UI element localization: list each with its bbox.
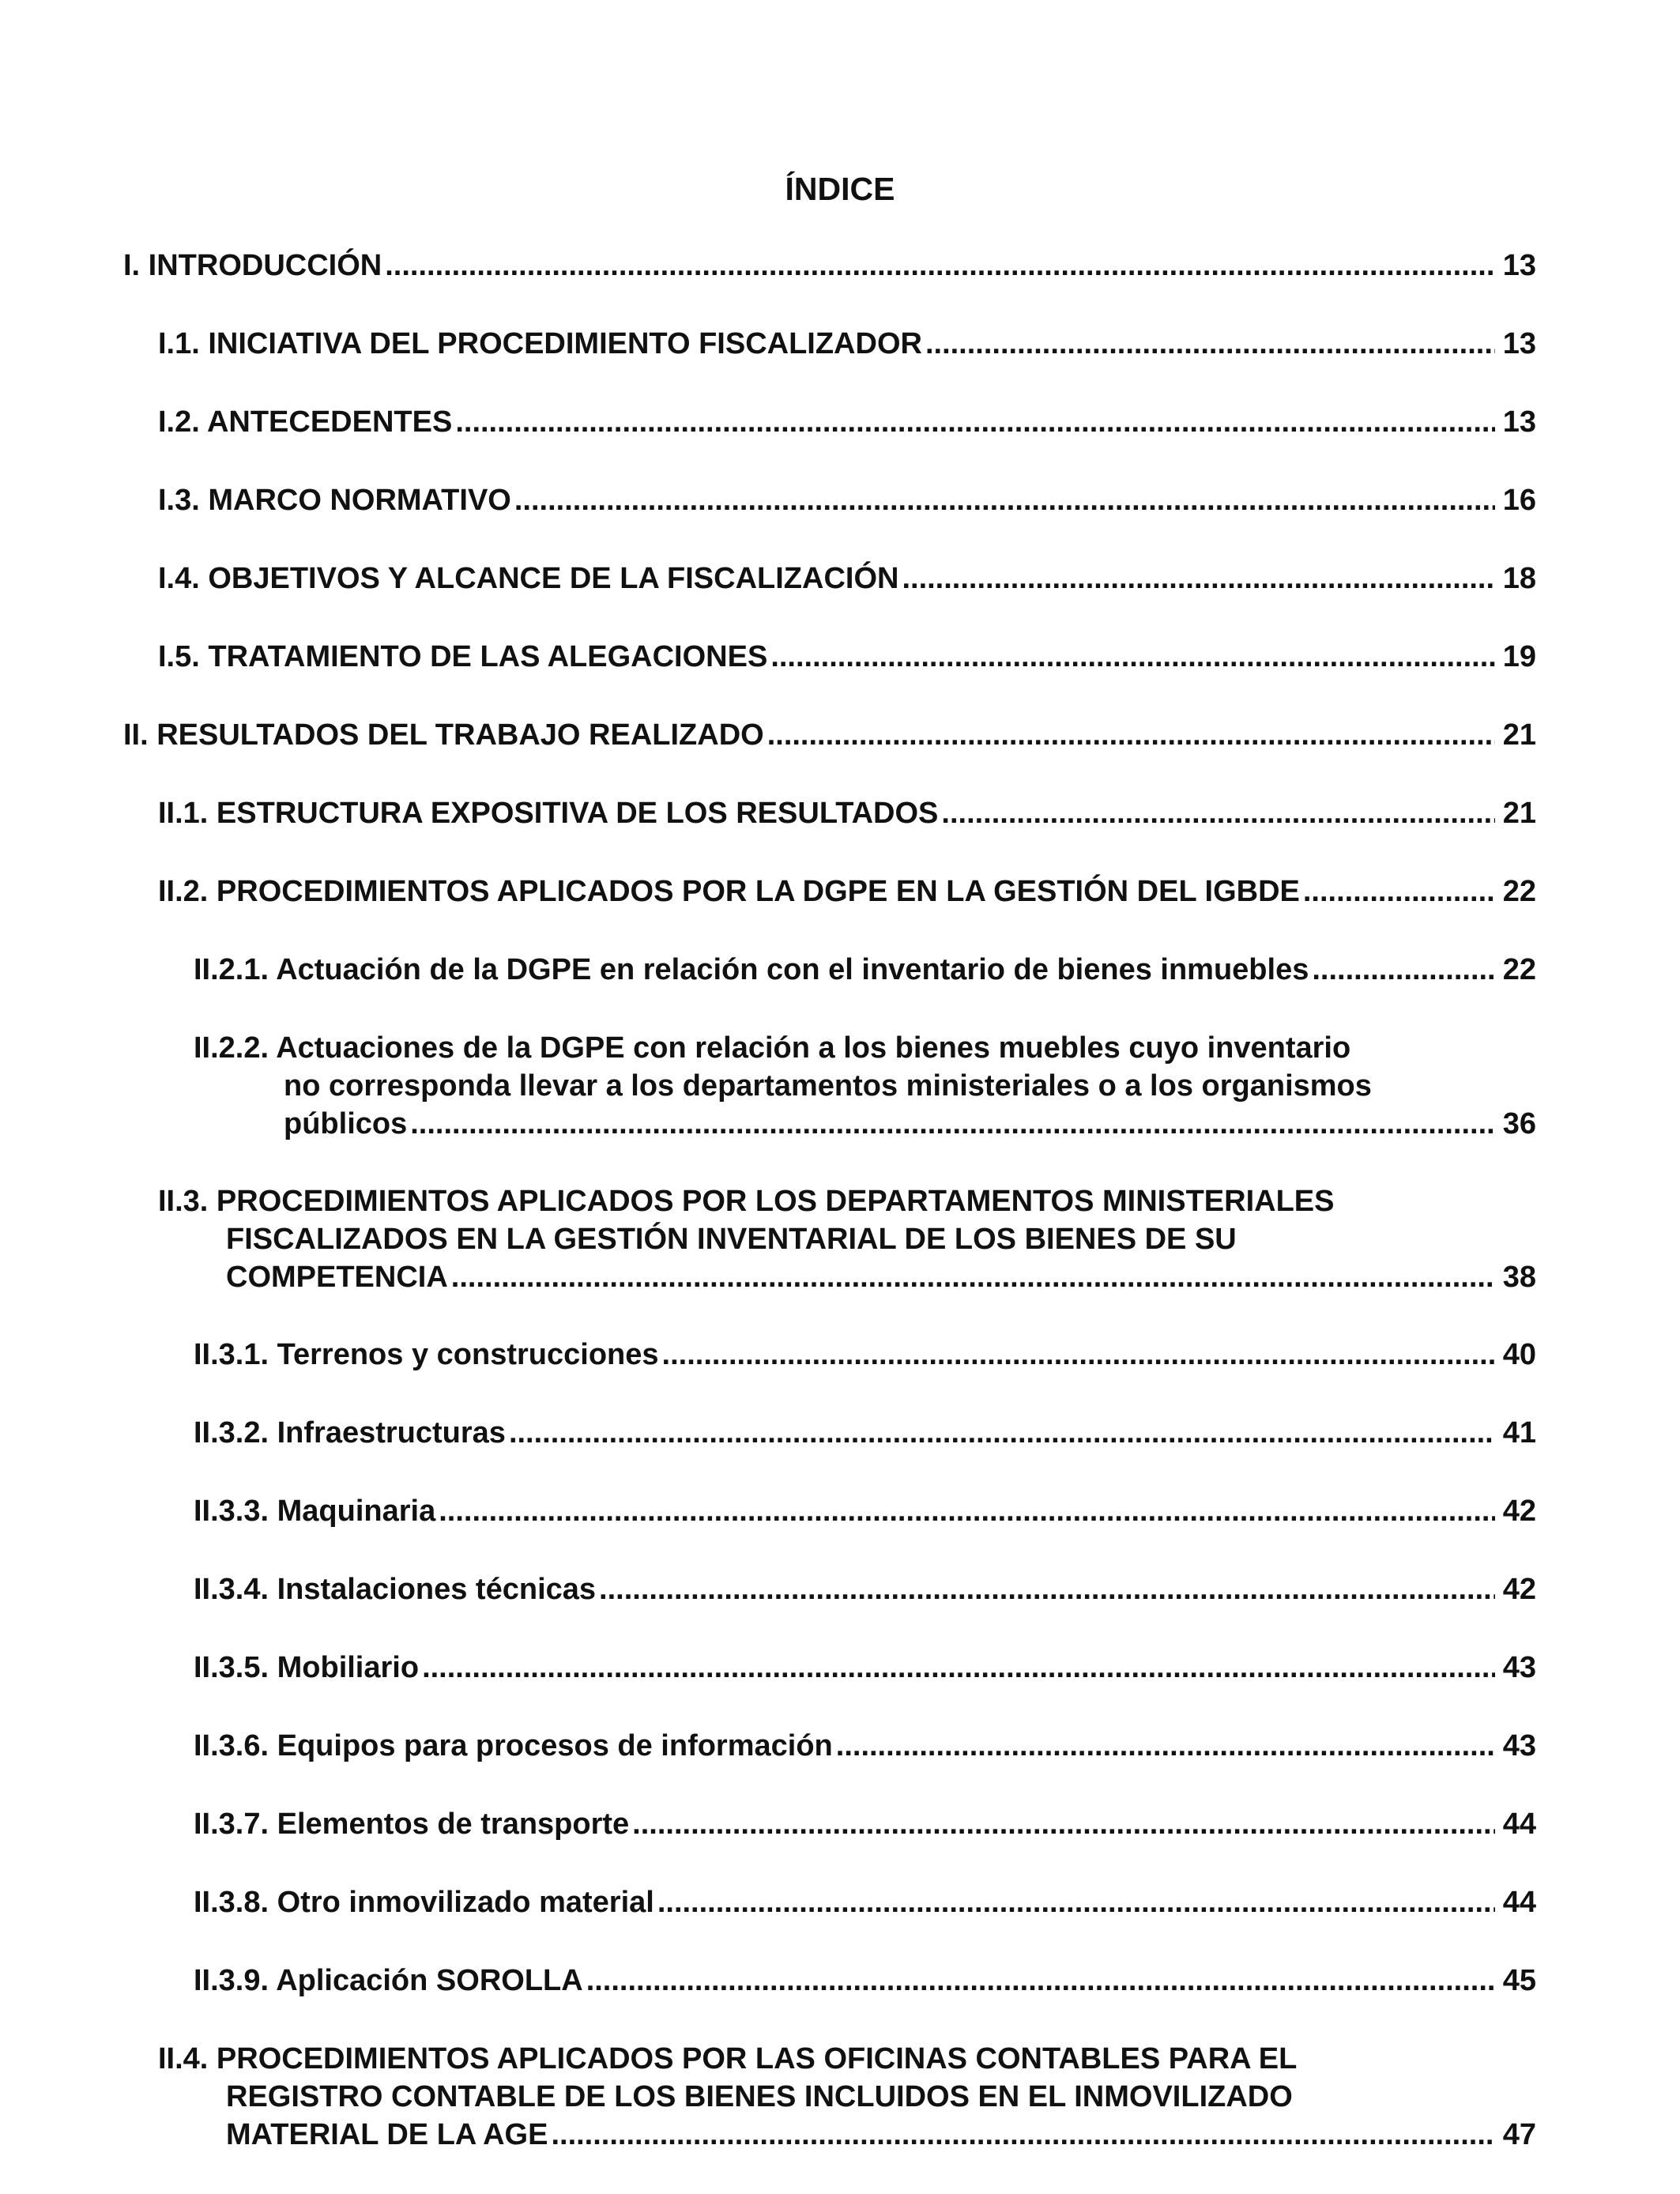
toc-entry-title: I.5. TRATAMIENTO DE LAS ALEGACIONES (158, 640, 768, 673)
toc-entry-page: 44 (1502, 1886, 1536, 1919)
dot-leader (770, 638, 1495, 676)
toc-entry (194, 1029, 1536, 1143)
toc-entry (194, 1492, 1536, 1530)
toc-entry-page: 47 (1502, 2118, 1536, 2151)
toc-entry (158, 638, 1536, 676)
toc-entry (194, 1336, 1536, 1374)
toc-entry-page: 13 (1502, 327, 1536, 360)
toc-entry (158, 873, 1536, 910)
dot-leader (451, 1258, 1495, 1296)
toc-entry-title: II.3.8. Otro inmovilizado material (194, 1886, 654, 1919)
dot-leader (514, 481, 1495, 519)
toc-entry-page: 22 (1502, 875, 1536, 908)
toc-entry (158, 325, 1536, 363)
toc-entry-title: II.3.5. Mobiliario (194, 1651, 420, 1684)
toc-entry-page: 22 (1502, 953, 1536, 986)
toc-entry (194, 951, 1536, 989)
toc-entry-page: 38 (1502, 1261, 1536, 1294)
toc-entry-title-continuation: MATERIAL DE LA AGE (226, 2118, 548, 2151)
toc-entry-page: 13 (1502, 405, 1536, 439)
toc-entry-title: II.1. ESTRUCTURA EXPOSITIVA DE LOS RESULTADOS (158, 797, 939, 830)
dot-leader (1312, 951, 1495, 989)
toc-entry-title: II.3.3. Maquinaria (194, 1495, 436, 1528)
toc-entry-title: II.2.1. Actuación de la DGPE en relación con el inventario de bienes inmuebles (194, 953, 1309, 986)
toc-entry-page: 16 (1502, 484, 1536, 517)
dot-leader (925, 325, 1495, 363)
toc-entry-title: II.3.9. Aplicación SOROLLA (194, 1964, 583, 1997)
dot-leader (632, 1805, 1495, 1843)
toc-entry-title: II. RESULTADOS DEL TRABAJO REALIZADO (123, 718, 764, 752)
toc-entry (194, 1649, 1536, 1687)
dot-leader (509, 1414, 1495, 1452)
dot-leader (599, 1570, 1495, 1608)
toc-entry (194, 1962, 1536, 2000)
dot-leader (902, 560, 1495, 598)
toc-entry (123, 716, 1536, 754)
dot-leader (422, 1649, 1495, 1687)
toc-entry-title-continuation: REGISTRO CONTABLE DE LOS BIENES INCLUIDOS EN EL INMOVILIZADO (226, 2080, 1293, 2113)
toc-entry-page: 19 (1502, 640, 1536, 673)
dot-leader (385, 247, 1495, 285)
toc-entry-page: 42 (1502, 1495, 1536, 1528)
toc-entry-title: I.2. ANTECEDENTES (158, 405, 453, 439)
toc-entry-title: II.2.2. Actuaciones de la DGPE con relación a los bienes muebles cuyo inventario (194, 1031, 1351, 1065)
toc-entry-title: II.4. PROCEDIMIENTOS APLICADOS POR LAS OFICINAS CONTABLES PARA EL (158, 2042, 1298, 2075)
toc-entry (158, 403, 1536, 441)
toc-entry-title: II.2. PROCEDIMIENTOS APLICADOS POR LA DGPE EN LA GESTIÓN DEL IGBDE (158, 875, 1300, 908)
toc-entry-title-continuation: no corresponda llevar a los departamentos ministeriales o a los organismos (284, 1069, 1372, 1103)
toc-entry-title: II.3.7. Elementos de transporte (194, 1808, 630, 1841)
toc-entry-page: 13 (1502, 249, 1536, 282)
toc-entry-page: 44 (1502, 1808, 1536, 1841)
dot-leader (1303, 873, 1495, 910)
dot-leader (439, 1492, 1495, 1530)
toc-entry-page: 42 (1502, 1573, 1536, 1606)
toc-entry (123, 247, 1536, 285)
page-title: ÍNDICE (785, 171, 895, 207)
toc-entry-title: I.3. MARCO NORMATIVO (158, 484, 511, 517)
dot-leader (410, 1105, 1495, 1143)
toc-entry-page: 45 (1502, 1964, 1536, 1997)
toc-entry-page: 36 (1502, 1107, 1536, 1140)
dot-leader (455, 403, 1495, 441)
toc-entry-title-continuation: públicos (284, 1107, 408, 1140)
toc-entry-title: I. INTRODUCCIÓN (123, 249, 382, 282)
toc-entry (158, 1182, 1536, 1296)
toc-entry (158, 794, 1536, 832)
toc-entry-title: II.3.1. Terrenos y construcciones (194, 1338, 659, 1371)
toc-entry-page: 18 (1502, 562, 1536, 595)
dot-leader (836, 1727, 1495, 1765)
toc-entry (194, 1805, 1536, 1843)
dot-leader (662, 1336, 1495, 1374)
toc-entry-page: 43 (1502, 1651, 1536, 1684)
toc-entry-title-continuation: FISCALIZADOS EN LA GESTIÓN INVENTARIAL DE LOS BIENES DE SU (226, 1223, 1237, 1256)
toc-entry (194, 1883, 1536, 1921)
toc-entry-page: 40 (1502, 1338, 1536, 1371)
toc-entry-title: I.4. OBJETIVOS Y ALCANCE DE LA FISCALIZACIÓN (158, 562, 899, 595)
toc-entry-page: 21 (1502, 718, 1536, 752)
dot-leader (767, 716, 1495, 754)
toc-entry (194, 1414, 1536, 1452)
toc-entry-page: 43 (1502, 1729, 1536, 1762)
toc-entry-title: II.3. PROCEDIMIENTOS APLICADOS POR LOS DEPARTAMENTOS MINISTERIALES (158, 1185, 1335, 1218)
dot-leader (586, 1962, 1495, 2000)
toc-entry (194, 1570, 1536, 1608)
toc-entry (158, 560, 1536, 598)
toc-entry (158, 2040, 1536, 2154)
dot-leader (551, 2116, 1495, 2154)
toc-entry (194, 1727, 1536, 1765)
dot-leader (941, 794, 1495, 832)
toc-entry-page: 41 (1502, 1416, 1536, 1449)
toc-entry-page: 21 (1502, 797, 1536, 830)
toc-entry-title: II.3.4. Instalaciones técnicas (194, 1573, 597, 1606)
toc-entry (158, 481, 1536, 519)
dot-leader (657, 1883, 1495, 1921)
toc-entry-title: I.1. INICIATIVA DEL PROCEDIMIENTO FISCALIZADOR (158, 327, 922, 360)
toc-entry-title: II.3.2. Infraestructuras (194, 1416, 506, 1449)
toc-entry-title-continuation: COMPETENCIA (226, 1261, 448, 1294)
toc-entry-title: II.3.6. Equipos para procesos de información (194, 1729, 833, 1762)
